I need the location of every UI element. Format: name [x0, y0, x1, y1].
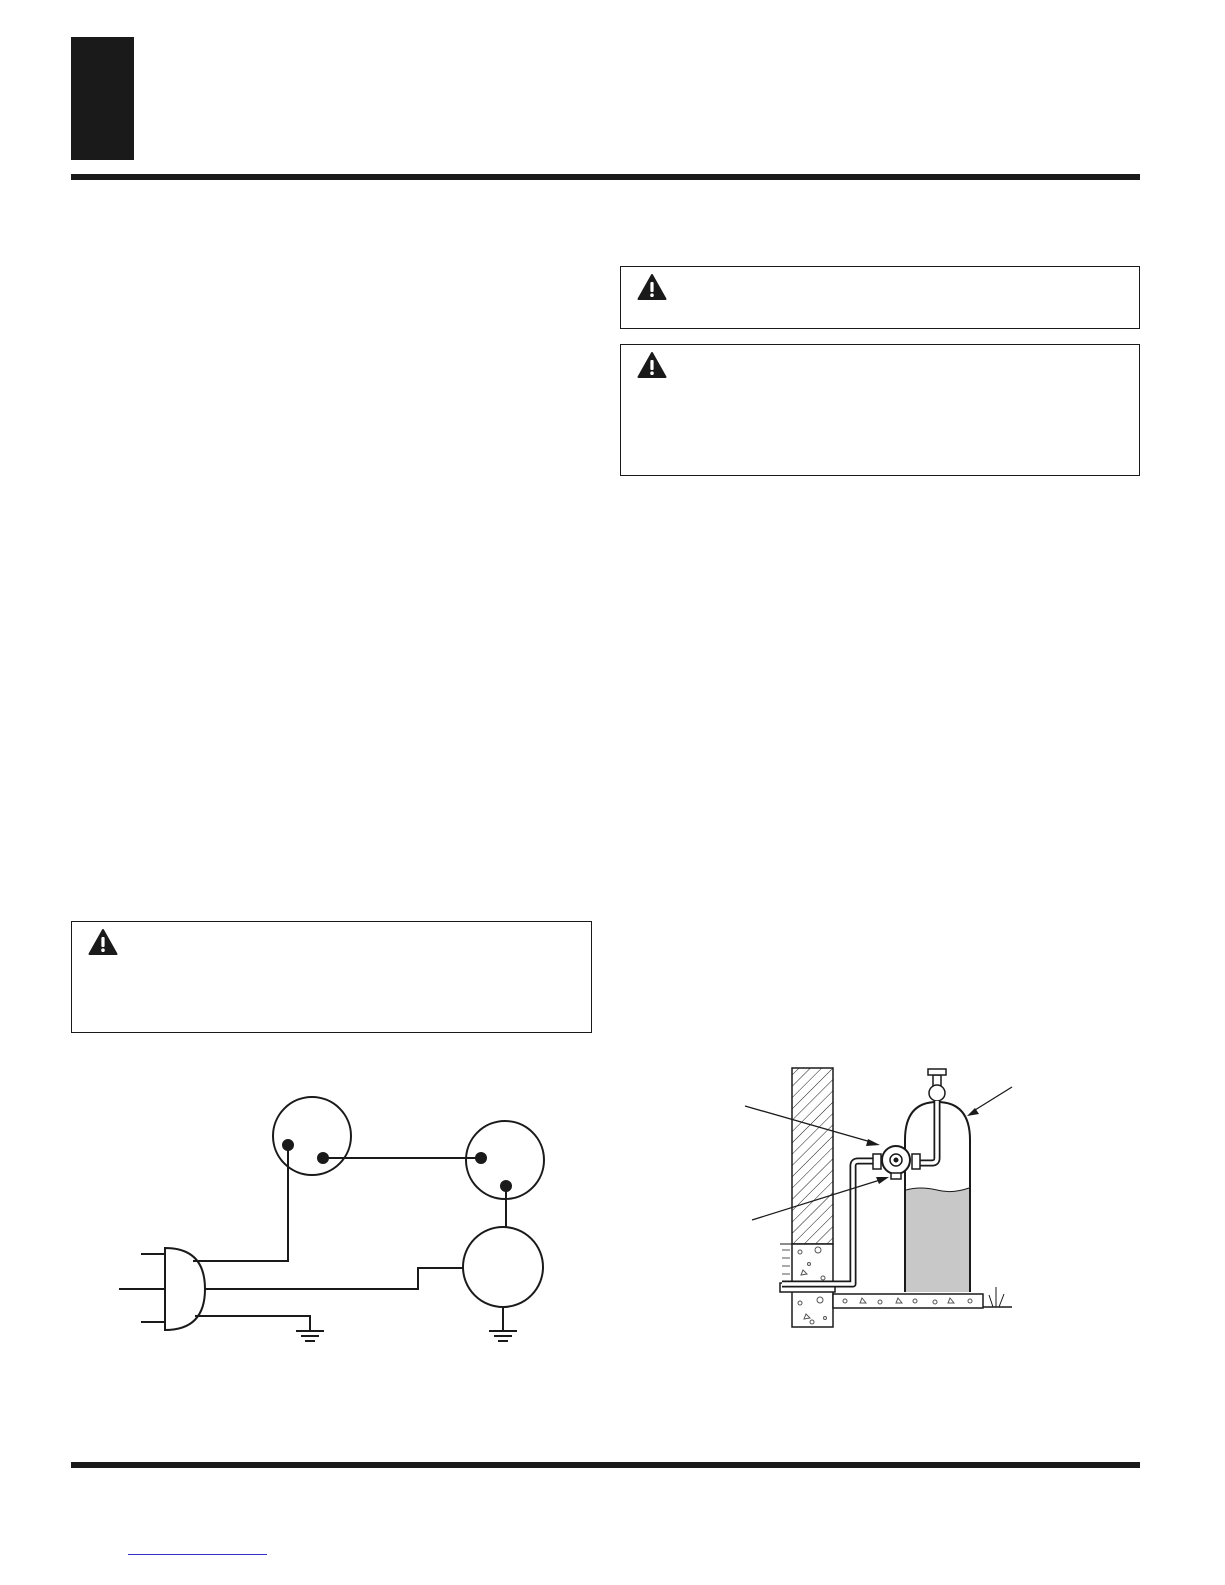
ground-symbol	[489, 1331, 517, 1341]
grass	[989, 1287, 1004, 1307]
tank-installation-figure	[740, 1062, 1040, 1337]
warning-triangle-icon	[637, 273, 667, 301]
wiring-circle	[273, 1097, 351, 1175]
warning-triangle-icon	[637, 351, 667, 379]
concrete-pad	[833, 1294, 983, 1308]
wiring-diagram	[110, 1085, 570, 1355]
wire	[195, 1316, 310, 1330]
warning-box	[620, 344, 1140, 476]
wire	[193, 1145, 288, 1261]
header-rule	[71, 174, 1140, 180]
ground-symbol	[296, 1331, 324, 1341]
section-tab	[71, 37, 134, 160]
warning-box	[620, 266, 1140, 329]
footer-rule	[71, 1462, 1140, 1468]
warning-box	[71, 921, 592, 1033]
wiring-circle	[463, 1227, 543, 1307]
terminal-dot	[500, 1180, 512, 1192]
wire	[205, 1268, 463, 1289]
footer-link[interactable]	[128, 1554, 267, 1555]
tank-liquid	[906, 1188, 969, 1292]
terminal-dot	[282, 1139, 294, 1151]
terminal-dot	[317, 1152, 329, 1164]
wall	[792, 1068, 833, 1244]
tank-valve	[928, 1069, 946, 1075]
terminal-dot	[475, 1152, 487, 1164]
leader-arrow	[975, 1087, 1012, 1110]
warning-triangle-icon	[88, 928, 118, 956]
